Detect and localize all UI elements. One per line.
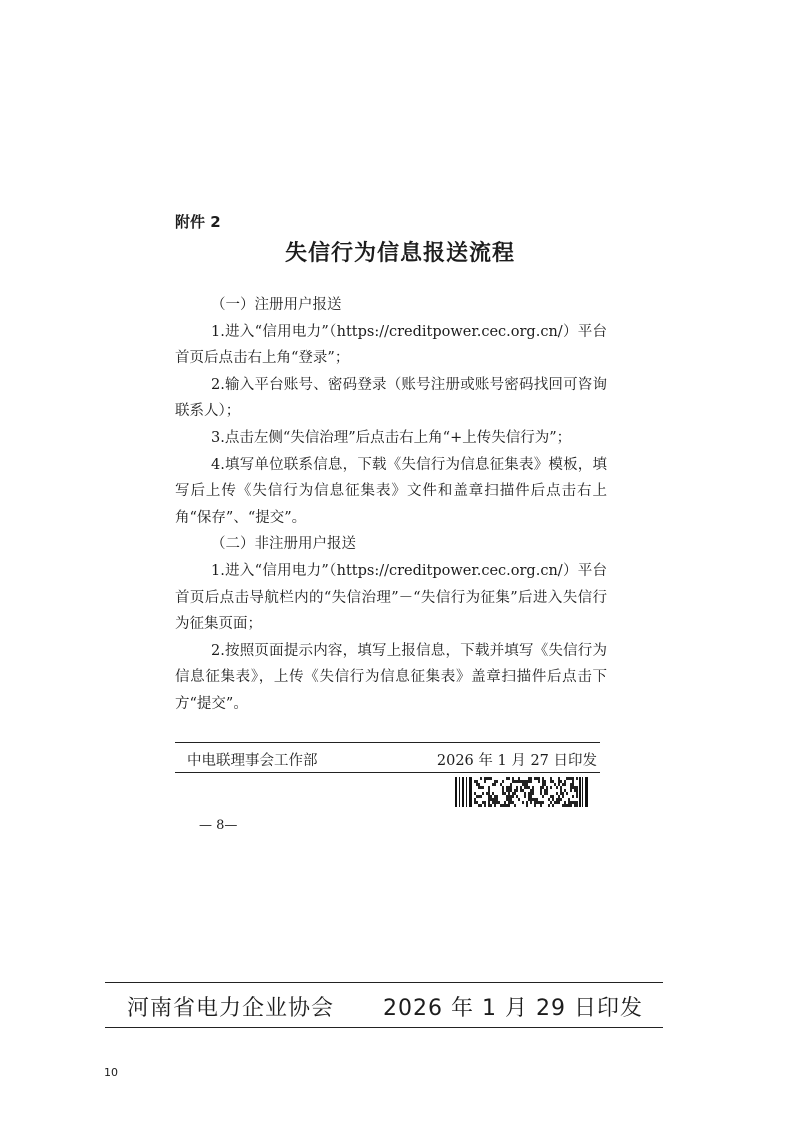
issuer-rule-bottom — [175, 772, 600, 773]
inner-issue-date: 2026 年 1 月 27 日印发 — [436, 753, 597, 769]
step-paragraph: 1.进入“信用电力”（https://creditpower.cec.org.cn/）平台首页后点击导航栏内的“失信治理”－“失信行为征集”后进入失信行为征集页面； — [175, 562, 607, 633]
step-paragraph: 2.按照页面提示内容，填写上报信息，下载并填写《失信行为信息征集表》，上传《失信行为信息征集表》盖章扫描件后点击下方“提交”。 — [175, 642, 607, 712]
footer-rule-top — [105, 982, 663, 983]
section-heading-unregistered: （二）非注册用户报送 — [211, 536, 356, 553]
section-heading-registered: （一）注册用户报送 — [211, 297, 342, 313]
step-paragraph: 2.输入平台账号、密码登录（账号注册或账号密码找回可咨询联系人）； — [175, 376, 607, 420]
footer-rule-bottom — [105, 1027, 663, 1028]
issuer-rule-top — [175, 742, 600, 743]
step-paragraph: 4.填写单位联系信息，下载《失信行为信息征集表》模板，填写后上传《失信行为信息征集表》文件和盖章扫描件后点击右上角“保存”、“提交”。 — [175, 456, 607, 526]
inner-issuer: 中电联理事会工作部 — [187, 753, 318, 769]
outer-page-number: 10 — [104, 1066, 118, 1079]
document-title: 失信行为信息报送流程 — [284, 241, 515, 266]
outer-issuer: 河南省电力企业协会 — [127, 996, 335, 1021]
outer-issue-date: 2026 年 1 月 29 日印发 — [383, 996, 643, 1021]
document-body — [175, 292, 607, 718]
step-paragraph: 1.进入“信用电力”（https://creditpower.cec.org.cn/）平台首页后点击右上角“登录”； — [175, 323, 607, 367]
barcode-image — [455, 777, 588, 807]
step-paragraph: 3.点击左侧“失信治理”后点击右上角“+上传失信行为”； — [211, 429, 572, 446]
inner-page-number: — 8— — [199, 818, 238, 833]
attachment-label: 附件 2 — [175, 213, 221, 231]
